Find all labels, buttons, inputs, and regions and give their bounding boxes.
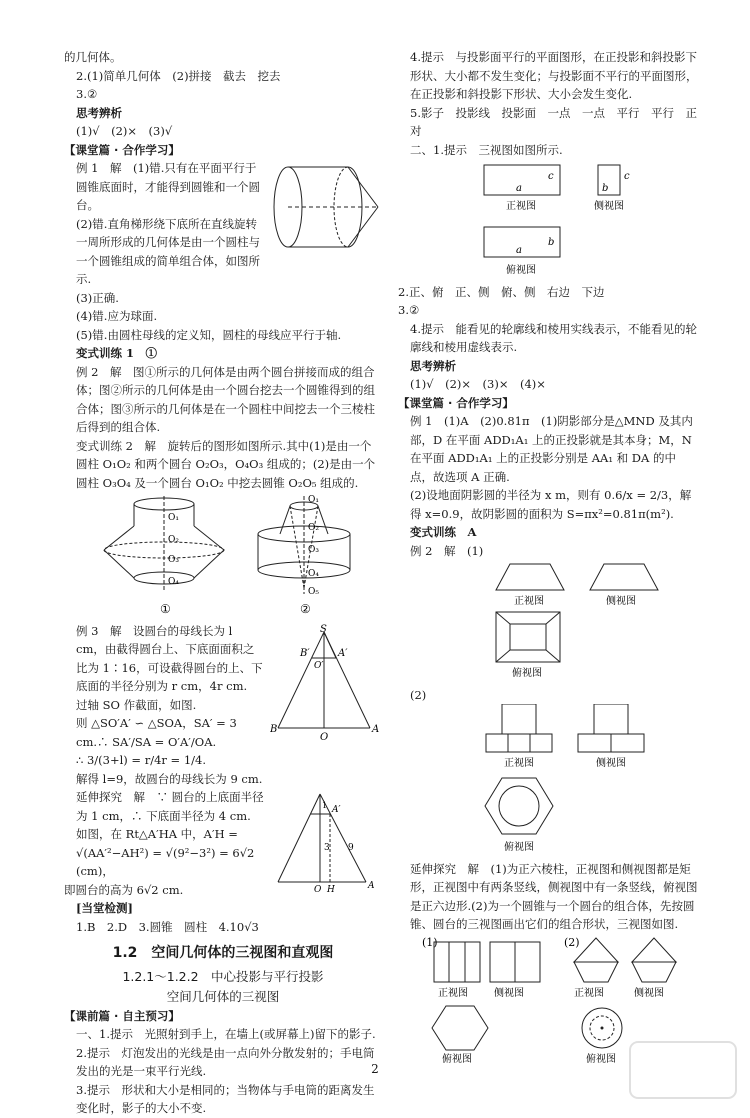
text-line: 则 △SO′A′ ∽ △SOA，SA′ = 3 cm.∴ SA′/SA = O′A′/OA.	[76, 716, 237, 749]
letter-b: b	[548, 237, 555, 248]
text-line: 5.影子 投影线 投影面 一点 一点 平行 平行 正对	[410, 105, 697, 138]
o5-label: O₅	[308, 587, 319, 597]
label-9: 9	[348, 843, 354, 853]
section-heading: 【课堂篇 · 合作学习】	[64, 142, 180, 157]
text-line: 如图，在 Rt△A′HA 中，A′H = √(AA′²−AH²) = √(9²−3²) = 6√2 (cm)，	[76, 827, 255, 878]
subheading: 思考辨析	[76, 105, 122, 120]
side-view-label: 侧视图	[594, 201, 624, 212]
rotation-figures	[64, 492, 382, 616]
front-view-label: 正视图	[438, 987, 468, 999]
text-line: 3.提示 形状和大小是相同的；当物体与手电筒的距离发生变化时，影子的大小不变.	[76, 1082, 375, 1115]
letter-a: a	[516, 245, 522, 256]
label-o: O	[320, 731, 329, 742]
label-3: 3	[324, 843, 330, 853]
example-1: 例 1 (1)A (2)0.81π (1)阴影部分是△MND 及其内部，D 在平面 ADD₁A₁ 上的正投影就是其本身；M，N 在平面 ADD₁A₁ 上的正投影分别是 AA₁ 和 DA 的中点，故选项 A 正确.	[410, 414, 693, 484]
frustum-three-views	[398, 560, 698, 680]
side-view-label: 侧视图	[596, 758, 626, 769]
text-line: 过轴 SO 作截面，如图.	[76, 697, 197, 712]
three-view-rectangles	[398, 159, 698, 277]
o3-label: O₃	[308, 545, 319, 555]
subheading: [当堂检测]	[76, 901, 133, 915]
text-line: (2)	[410, 687, 427, 702]
top-view-label: 俯视图	[506, 265, 536, 276]
text-line: 2.提示 灯泡发出的光线是由一点向外分散发射的；手电筒发出的光是一束平行光线.	[76, 1045, 375, 1078]
front-view-label: 正视图	[504, 758, 534, 769]
text-line: 2.(1)简单几何体 (2)拼接 截去 挖去	[76, 68, 281, 83]
letter-c: c	[548, 171, 554, 182]
top-view-label: 俯视图	[442, 1053, 472, 1064]
o1-label: O₁	[168, 513, 179, 523]
text-line: 二、1.提示 三视图如图所示.	[410, 142, 563, 157]
side-view-label: 侧视图	[606, 596, 636, 607]
page-number: 2	[371, 1062, 379, 1076]
o4-label: O₄	[168, 577, 179, 587]
subsection-title: 1.2.1～1.2.2 中心投影与平行投影	[122, 968, 324, 984]
section-title: 1.2 空间几何体的三视图和直观图	[112, 945, 334, 961]
label-a: A	[372, 723, 380, 735]
o2-label: O₂	[308, 523, 319, 533]
example-1: 例 1 解 (1)错.只有在平面平行于圆锥底面时，才能得到圆锥和一个圆台。	[76, 161, 260, 212]
right-column	[398, 48, 698, 1069]
text-line: 即圆台的高为 6√2 cm.	[64, 882, 184, 897]
label-o: O	[314, 885, 322, 894]
text-line: 一、1.提示 光照射到手上，在墙上(或屏幕上)留下的影子.	[76, 1027, 376, 1041]
text-line: ∴ 3/(3+l) = r/4r = 1/4.	[76, 753, 207, 767]
answers: 1.B 2.D 3.圆锥 圆柱 4.10√3	[76, 919, 259, 934]
o3-label: O₃	[168, 555, 179, 565]
side-view-label: 侧视图	[494, 987, 524, 999]
label-op: O′	[314, 660, 324, 671]
text-line: 2.正、俯 正、侧 俯、侧 右边 下边	[398, 284, 605, 299]
label-a: A	[368, 881, 375, 891]
section-heading: 【课堂篇 · 合作学习】	[398, 395, 514, 410]
text-line: 3.②	[398, 303, 420, 317]
letter-a: a	[516, 183, 522, 194]
text-line: 3.②	[76, 87, 98, 101]
o1-label: O₁	[308, 495, 319, 505]
text-line: (1)√ (2)× (3)× (4)×	[410, 377, 546, 391]
cylinder-cone-figure	[270, 161, 382, 253]
figure-2-label: ②	[300, 602, 311, 616]
section-heading: 【课前篇 · 自主预习】	[64, 1008, 180, 1023]
example-1-part2: (2)错.直角梯形绕下底所在直线旋转一周所形成的几何体是由一个圆柱与一个圆锥组成的简单组合体，如图所示.	[76, 216, 260, 286]
top-view-label: 俯视图	[512, 668, 542, 679]
text-line: (1)√ (2)× (3)√	[76, 124, 173, 138]
text-line: (2)设地面阴影圆的半径为 x m，则有 0.6/x = 2/3，解得 x=0.9，故阴影圆的面积为 S=πx²=0.81π(m²).	[410, 488, 692, 521]
figure-label-2: (2)	[564, 935, 580, 949]
side-view-label: 侧视图	[634, 987, 664, 999]
example-2: 例 2 解 图①所示的几何体是由两个圆台拼接而成的组合体；图②所示的几何体是由一个圆台挖去一个圆锥得到的组合体；图③所示的几何体是在一个圆柱中间挖去一个三棱柱后得到的组合体.	[76, 364, 375, 434]
front-view-label: 正视图	[506, 201, 536, 212]
text-line: 4.提示 能看见的轮廓线和棱用实线表示，不能看见的轮廓线和棱用虚线表示.	[410, 321, 697, 354]
letter-b: b	[602, 183, 609, 194]
left-column	[64, 48, 382, 1118]
subsection-title-2: 空间几何体的三视图	[166, 988, 280, 1004]
label-s: S	[320, 623, 327, 635]
figure-1-label: ①	[160, 602, 171, 616]
label-h: H	[327, 885, 335, 894]
front-view-label: 正视图	[514, 596, 544, 607]
label-1: 1	[322, 801, 328, 810]
text-line: (3)正确.	[76, 290, 119, 305]
label-ap: A′	[332, 805, 341, 815]
figure-2-solid	[258, 495, 350, 616]
text-line: (5)错.由圆柱母线的定义知，圆柱的母线应平行于轴.	[76, 327, 342, 342]
text-line: 的几何体。	[64, 50, 122, 64]
watermark-logo	[628, 1040, 738, 1100]
text-line: 4.提示 与投影面平行的平面图形，在正投影和斜投影下形状、大小都不发生变化；与投影面不平行的平面图形，在正投影和斜投影下形状、大小会发生变化.	[410, 50, 698, 101]
o2-label: O₂	[168, 535, 179, 545]
figure-1-solid	[104, 496, 224, 616]
triangle-figure-1	[270, 624, 382, 742]
triangle-figure-2	[270, 790, 382, 894]
figure-label-1: (1)	[422, 935, 438, 949]
letter-c: c	[624, 171, 630, 182]
practice-2: 变式训练 2 解 旋转后的图形如图所示.其中(1)是由一个圆柱 O₁O₂ 和两个圆台 O₂O₃，O₄O₃ 组成的；(2)是由一个圆柱 O₃O₄ 及一个圆台 O₁O₂ 中挖去圆锥 O₂O₅ 组成的.	[76, 438, 376, 490]
text-line: (4)错.应为球面.	[76, 309, 158, 323]
o4-label: O₄	[308, 569, 319, 579]
label-ap: A′	[338, 647, 348, 659]
label-bp: B′	[300, 647, 310, 659]
label-b: B	[270, 723, 278, 735]
top-view-label: 俯视图	[586, 1053, 616, 1064]
front-view-label: 正视图	[574, 987, 604, 999]
extension: 延伸探究 解 ∵ 圆台的上底面半径为 1 cm，∴ 下底面半径为 4 cm.	[76, 790, 264, 823]
practice-1: 变式训练 1 ①	[76, 346, 158, 360]
top-view-label: 俯视图	[504, 842, 534, 853]
subheading: 思考辨析	[410, 358, 456, 373]
text-line: 解得 l=9，故圆台的母线长为 9 cm.	[76, 771, 263, 786]
example-3: 例 3 解 设圆台的母线长为 l cm，由截得圆台上、下底面面积之比为 1∶16，可设截得圆台的上、下底面的半径分别为 r cm，4r cm.	[76, 623, 263, 693]
practice: 变式训练 A	[410, 525, 477, 539]
hex-prism-three-views	[398, 704, 698, 854]
example-2: 例 2 解 (1)	[410, 543, 484, 558]
extension: 延伸探究 解 (1)为正六棱柱，正视图和侧视图都是矩形，正视图中有两条竖线，侧视图中有一条竖线，俯视图是正六边形.(2)为一个圆锥与一个圆台的组合体，先按圆锥、圆台的三视图画出它们的组合形状，三视图如图.	[410, 861, 698, 931]
